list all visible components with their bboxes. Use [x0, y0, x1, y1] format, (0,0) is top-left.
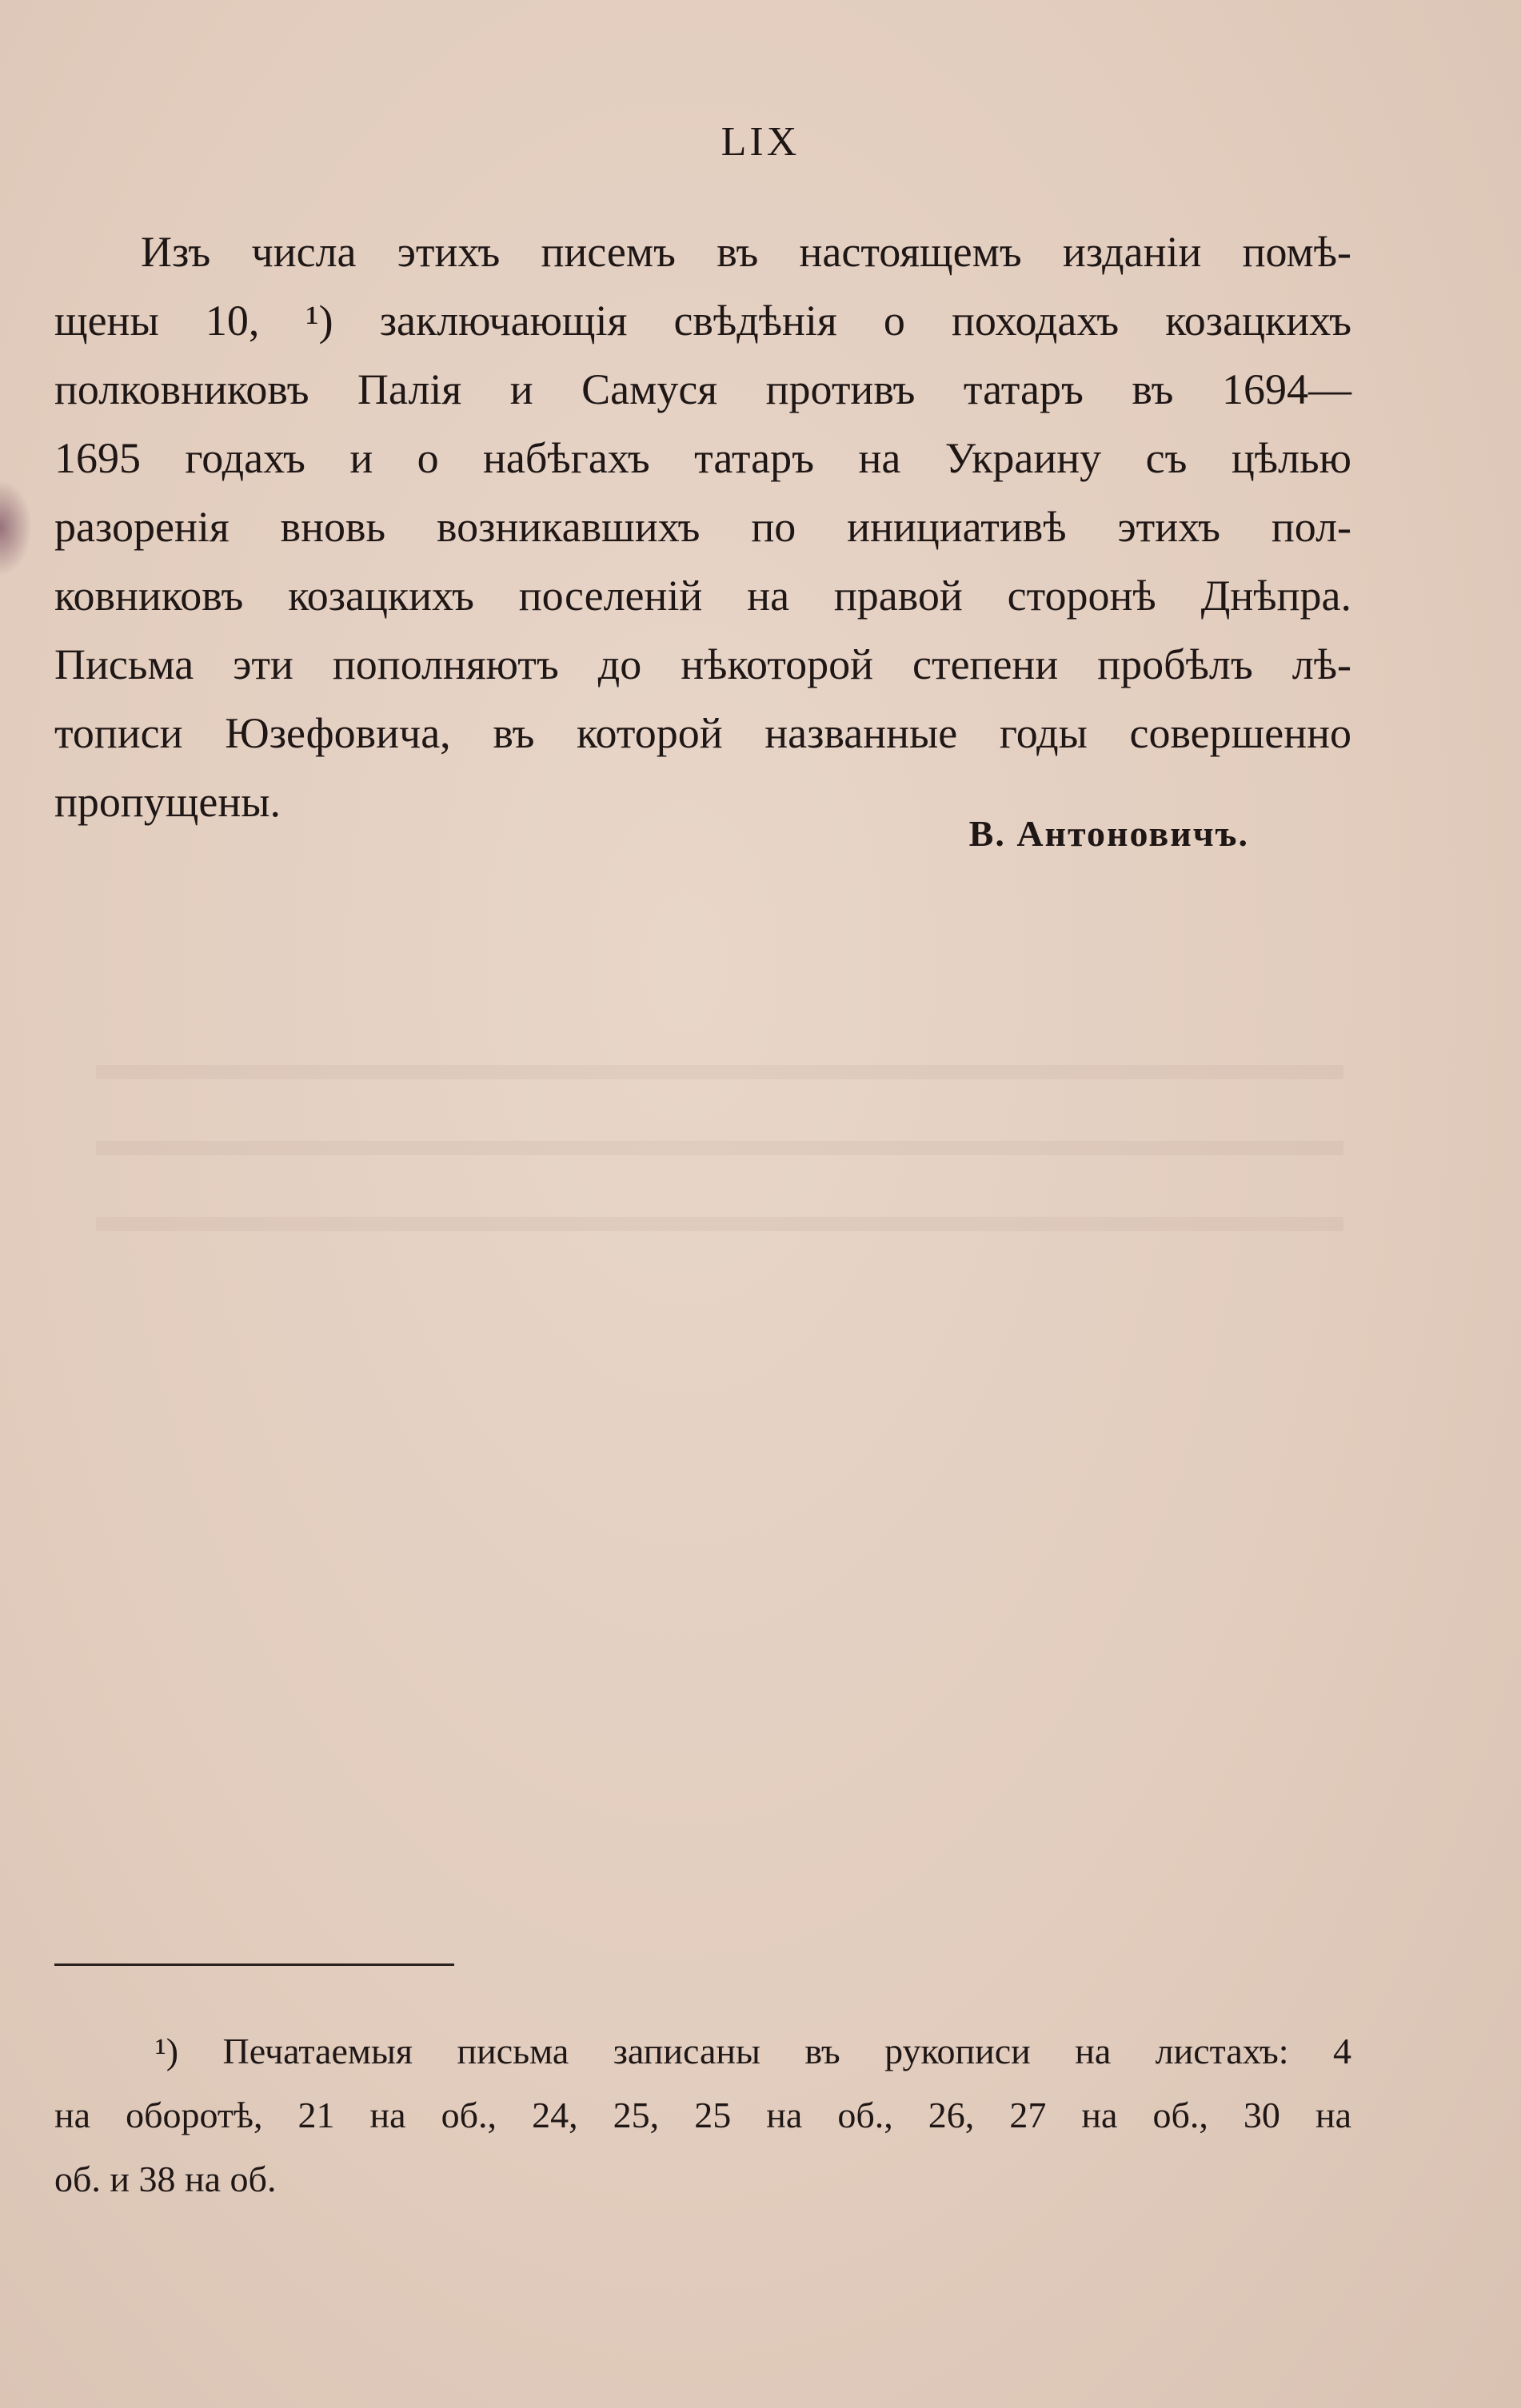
author-signature: В. Антоновичъ.	[968, 813, 1249, 854]
footnote-divider	[54, 1963, 454, 1966]
paragraph-line: пропущены.	[54, 778, 281, 826]
paragraph-line: 1695 годахъ и о набѣгахъ татаръ на Украину съ цѣлью	[54, 434, 1351, 482]
footnote	[54, 2019, 1351, 2211]
main-paragraph	[54, 217, 1351, 836]
bleed-through-text	[96, 1039, 1343, 1247]
paragraph-line: Письма эти пополняютъ до нѣкоторой степени пробѣлъ лѣ-	[54, 640, 1351, 688]
paragraph-line: Изъ числа этихъ писемъ въ настоящемъ изданіи помѣ-	[141, 228, 1351, 276]
paragraph-line: щены 10, ¹) заключающія свѣдѣнія о походахъ козацкихъ	[54, 297, 1351, 345]
footnote-line: на оборотѣ, 21 на об., 24, 25, 25 на об., 26, 27 на об., 30 на	[54, 2095, 1351, 2135]
paragraph-line: тописи Юзефовича, въ которой названные годы совершенно	[54, 709, 1351, 757]
paragraph-line: полковниковъ Палія и Самуся противъ татаръ въ 1694—	[54, 365, 1351, 413]
page-number: LIX	[721, 119, 800, 165]
footnote-line: ¹) Печатаемыя письма записаны въ рукописи на листахъ: 4	[155, 2031, 1351, 2071]
ink-stain	[0, 480, 32, 576]
paragraph-line: ковниковъ козацкихъ поселеній на правой сторонѣ Днѣпра.	[54, 572, 1351, 620]
footnote-line: об. и 38 на об.	[54, 2159, 277, 2199]
paragraph-line: разоренія вновь возникавшихъ по инициативѣ этихъ пол-	[54, 503, 1351, 551]
